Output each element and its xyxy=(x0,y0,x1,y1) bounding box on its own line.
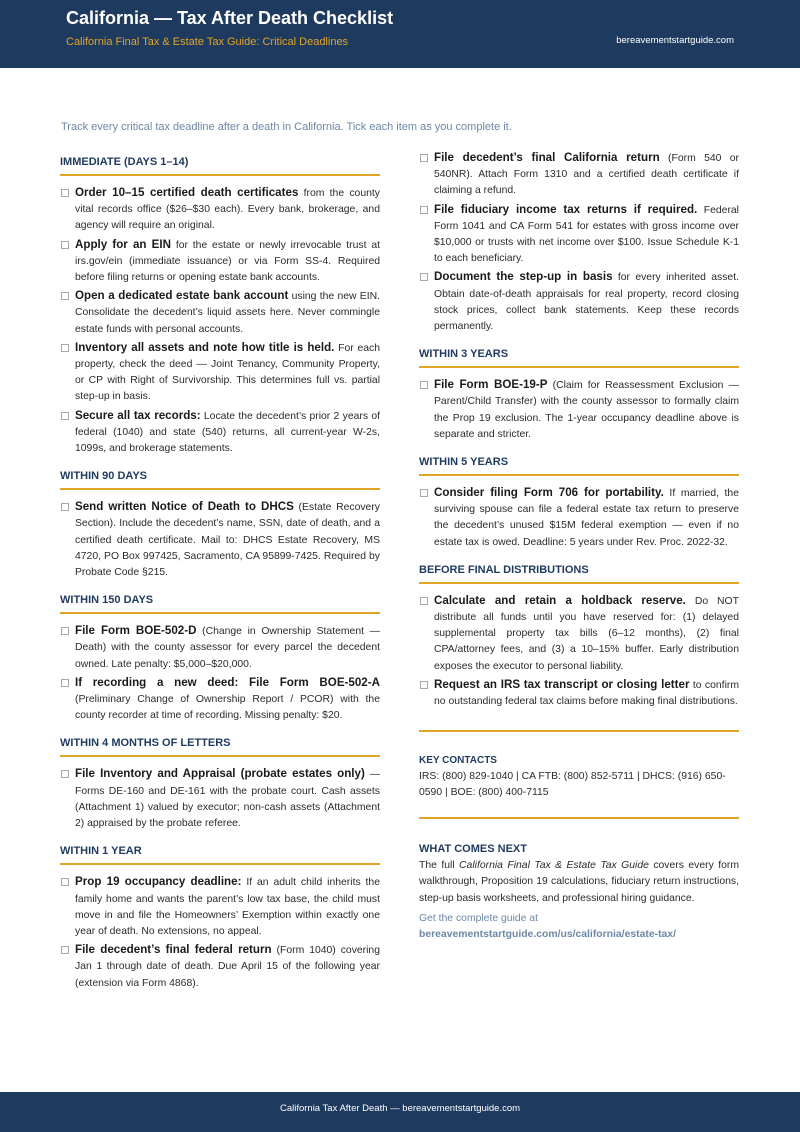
checkbox[interactable] xyxy=(61,344,69,352)
checklist-item-text: for every inherited asset. Obtain date-of-death appraisals for real property, record closing stock prices, collect bank statements. Keep these records permanently. xyxy=(434,272,739,333)
checklist-item-title: File decedent’s final federal return xyxy=(75,943,272,957)
checklist-item-title: Open a dedicated estate bank account xyxy=(75,289,289,303)
checkbox[interactable] xyxy=(420,597,428,605)
checklist-item xyxy=(60,874,380,940)
checklist-item-title: File decedent’s final California return xyxy=(434,151,660,164)
checklist-item-text: If married, the surviving spouse can file a federal estate tax return to preserve the decedent’s unused $15M federal exemption — even if no estate tax is owed. Deadline: 5 years under Rev. Proc. 2022-32. xyxy=(434,488,739,548)
guide-link[interactable]: bereavementstartguide.com/us/california/estate-tax/ xyxy=(419,929,676,941)
checklist-item-text: (Estate Recovery Section). Include the decedent’s name, SSN, date of death, and a certified death certificate. Mail to: DHCS Estate Recovery, MS 4720, PO Box 997425, Sacramento, CA 95899-7425. Required by Probate Code §215. xyxy=(75,502,380,579)
checklist-item xyxy=(419,269,739,335)
section-heading: WITHIN 3 YEARS xyxy=(419,342,739,368)
divider xyxy=(419,730,739,732)
header-site-link[interactable]: bereavementstartguide.com xyxy=(616,35,734,46)
checklist-item-text: (Change in Ownership Statement — Death) with the county assessor for every parcel the decedent owned. Late penalty: $5,000–$20,000. xyxy=(75,626,381,670)
section-heading: WITHIN 150 DAYS xyxy=(60,588,380,614)
checkbox[interactable] xyxy=(61,878,69,886)
section-heading: WITHIN 4 MONTHS OF LETTERS xyxy=(60,731,380,757)
checklist-item xyxy=(419,593,739,675)
checklist-item-title: Order 10–15 certified death certificates xyxy=(75,186,299,199)
checklist-item-text: Federal Form 1041 and CA Form 541 for estates with gross income over $10,000 or trusts with net income over $100. Issue Schedule K-1 to each beneficiary. xyxy=(434,204,739,265)
section-within-90-days xyxy=(60,464,380,581)
key-contacts-heading: KEY CONTACTS xyxy=(419,755,497,767)
checklist-item-title: Request an IRS tax transcript or closing letter xyxy=(434,677,690,691)
section-within-150-days xyxy=(60,588,380,724)
divider xyxy=(419,817,739,819)
checklist-item xyxy=(60,185,380,235)
checklist-item-title: File Form BOE-502-D xyxy=(75,624,197,638)
checkbox[interactable] xyxy=(61,503,69,511)
key-contacts xyxy=(419,755,739,801)
section-heading: BEFORE FINAL DISTRIBUTIONS xyxy=(419,558,739,584)
right-column xyxy=(419,150,739,943)
page-title: California — Tax After Death Checklist xyxy=(66,8,394,28)
checklist-item-title: Calculate and retain a holdback reserve. xyxy=(434,593,686,607)
checklist-item xyxy=(60,499,380,581)
checklist-item-text: If an adult child inherits the family home and wants the parent’s low tax base, the child must move in and file the Homeowners’ Exemption within exactly one year of death. No extensions, no appeal. xyxy=(75,877,380,937)
checklist-item xyxy=(60,288,380,338)
checklist-item xyxy=(60,623,380,673)
checklist-item-text: (Preliminary Change of Ownership Report / PCOR) with the county recorder at time of recording. Missing penalty: $20. xyxy=(75,694,380,722)
checkbox[interactable] xyxy=(61,770,69,778)
section-within-3-years xyxy=(419,342,739,443)
checklist-item-title: Inventory all assets and note how title is held. xyxy=(75,340,335,354)
section-immediate xyxy=(60,150,380,457)
checklist-item-text: to confirm no outstanding federal tax claims before making final distributions. xyxy=(434,679,739,708)
left-column xyxy=(60,150,380,999)
checklist-item xyxy=(60,408,380,458)
checkbox[interactable] xyxy=(420,206,428,214)
checkbox[interactable] xyxy=(420,381,428,389)
page-subtitle: California Final Tax & Estate Tax Guide: Critical Deadlines xyxy=(66,36,349,48)
checkbox[interactable] xyxy=(420,154,428,162)
section-within-1-year xyxy=(60,839,380,991)
section-heading: WITHIN 90 DAYS xyxy=(60,464,380,490)
checkbox[interactable] xyxy=(420,681,428,689)
checklist-item xyxy=(60,766,380,832)
checklist-item-title: Secure all tax records: xyxy=(75,408,201,422)
checklist-item-title: Prop 19 occupancy deadline: xyxy=(75,875,242,889)
section-heading: WITHIN 5 YEARS xyxy=(419,450,739,476)
checklist-item-title: Apply for an EIN xyxy=(75,237,171,251)
what-next-heading: WHAT COMES NEXT xyxy=(419,843,527,856)
checklist-item-title: Consider filing Form 706 for portability. xyxy=(434,486,664,500)
section-before-final-distributions xyxy=(419,558,739,710)
checklist-item xyxy=(60,340,380,406)
checkbox[interactable] xyxy=(61,412,69,420)
checklist-item-text: Do NOT distribute all funds until you have reserved for: (1) delayed supplemental property tax bills (6–12 months), (2) final CPA/attorney fees, and (3) a 10–15% buffer. Early distribution exposes the executor to personal liability. xyxy=(434,595,739,672)
checkbox[interactable] xyxy=(420,273,428,281)
checkbox[interactable] xyxy=(61,627,69,635)
checklist-item-text: for the estate or newly irrevocable trust at irs.gov/ein (immediate issuance) or via Form SS-4. Required before filing returns or opening estate bank accounts. xyxy=(75,239,380,284)
checklist-item-text: — Forms DE-160 and DE-161 with the probate court. Cash assets (Attachment 1) valued by executor; non-cash assets (Attachment 2) appraised by the probate referee. xyxy=(75,769,381,830)
footer-bar xyxy=(0,1092,800,1132)
checklist-item xyxy=(60,942,380,992)
checklist-item xyxy=(419,202,739,268)
checklist-item-text: Locate the decedent’s prior 2 years of federal (1040) and state (540) returns, all current-year W-2s, 1099s, and brokerage statements. xyxy=(75,410,380,455)
checkbox[interactable] xyxy=(61,946,69,954)
checklist-item-title: File Form BOE-19-P xyxy=(434,378,548,392)
checklist-item-title: File Inventory and Appraisal (probate estates only) xyxy=(75,767,365,781)
checkbox[interactable] xyxy=(61,292,69,300)
checklist-item-text: using the new EIN. Consolidate the decedent’s liquid assets here. Never commingle estate funds with personal accounts. xyxy=(75,291,380,335)
checklist-item-text: (Form 540 or 540NR). Attach Form 1310 and a certified death certificate if claiming a refund. xyxy=(434,153,740,197)
section-heading: IMMEDIATE (DAYS 1–14) xyxy=(60,150,380,176)
section-within-5-years xyxy=(419,450,739,551)
checklist-item xyxy=(419,485,739,551)
checklist-item xyxy=(419,677,739,710)
checklist-item-text: (Claim for Reassessment Exclusion — Parent/Child Transfer) with the county assessor to formally claim the Prop 19 exclusion. The 1-year occupancy deadline above is separate and stricter. xyxy=(434,380,739,440)
what-next-cta: Get the complete guide at xyxy=(419,912,538,924)
what-next-text-before: The full xyxy=(419,860,460,872)
checklist-item-title: Send written Notice of Death to DHCS xyxy=(75,500,294,514)
header-bar xyxy=(0,0,800,68)
checklist-item xyxy=(419,377,739,443)
checkbox[interactable] xyxy=(61,189,69,197)
section-heading: WITHIN 1 YEAR xyxy=(60,839,380,865)
checklist-item xyxy=(419,150,739,200)
intro-text: Track every critical tax deadline after a death in California. Tick each item as you complete it. xyxy=(61,121,512,133)
checklist-item-title: File fiduciary income tax returns if required. xyxy=(434,202,698,216)
checklist-item xyxy=(60,675,380,725)
footer-text: California Tax After Death — bereavementstartguide.com xyxy=(279,1103,521,1114)
checkbox[interactable] xyxy=(61,679,69,687)
checklist-item-text: For each property, check the deed — Joint Tenancy, Community Property, or CP with Right of Survivorship. This determines full vs. partial step-up in basis. xyxy=(75,342,380,403)
guide-title: California Final Tax & Estate Tax Guide xyxy=(459,860,649,872)
checkbox[interactable] xyxy=(61,241,69,249)
checklist-item-title: Document the step-up in basis xyxy=(434,270,613,284)
checklist-item-text: from the county vital records office ($26–$30 each). Every bank, brokerage, and agency will require an original. xyxy=(75,188,380,232)
checklist-item-text: (Form 1040) covering Jan 1 through date of death. Due April 15 of the following year (extension via Form 4868). xyxy=(75,945,380,989)
checklist-item xyxy=(60,237,380,287)
what-next-text-after: covers every form walkthrough, Proposition 19 calculations, fiduciary return instructions, step-up basis worksheets, and professional hiring guidance. xyxy=(419,860,739,904)
what-comes-next xyxy=(419,843,739,943)
what-next-text xyxy=(419,858,739,907)
key-contacts-text: IRS: (800) 829-1040 | CA FTB: (800) 852-5711 | DHCS: (916) 650-0590 | BOE: (800) 400-7115 xyxy=(419,771,726,799)
checkbox[interactable] xyxy=(420,489,428,497)
section-within-4-months xyxy=(60,731,380,832)
section-within-1-year-continued xyxy=(419,150,739,335)
checklist-item-title: If recording a new deed: File Form BOE-502-A xyxy=(75,675,380,689)
